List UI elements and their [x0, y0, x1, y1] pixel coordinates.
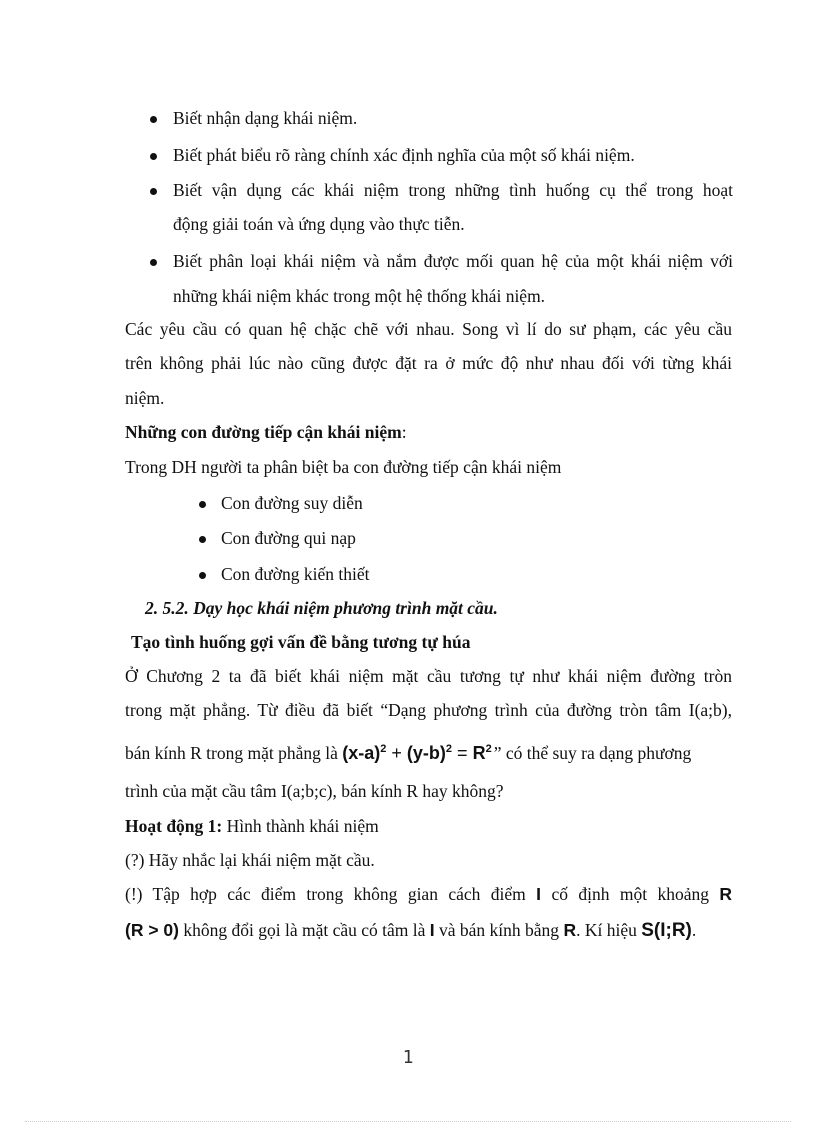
paragraph-line: trên không phải lúc nào cũng được đặt ra ở mức độ như nhau đối với từng khái: [125, 353, 732, 373]
paragraph-line: trình của mặt cầu tâm I(a;b;c), bán kính R hay không?: [125, 781, 504, 801]
question-line: (?) Hãy nhắc lại khái niệm mặt cầu.: [125, 850, 375, 870]
bullet-item-1: Biết nhận dạng khái niệm.: [173, 108, 358, 128]
path-item-1: Con đường suy diễn: [221, 493, 363, 513]
bullet-marker: [150, 106, 160, 130]
bullet-marker: [199, 562, 209, 586]
bullet-marker: [150, 249, 160, 273]
bullet-item-4-line2: những khái niệm khác trong một hệ thống khái niệm.: [173, 286, 546, 306]
page-number: 1: [402, 1047, 414, 1068]
section-title: 2. 5.2. Dạy học khái niệm phương trình mặt cầu.: [145, 598, 498, 618]
subheading: Tạo tình huống gợi vấn đề bằng tương tự húa: [131, 632, 471, 652]
path-item-3: Con đường kiến thiết: [221, 564, 370, 584]
bullet-item-3-line2: động giải toán và ứng dụng vào thực tiễn.: [173, 214, 465, 234]
bullet-item-3-line1: Biết vận dụng các khái niệm trong những tình huống cụ thể trong hoạt: [173, 180, 733, 200]
paragraph-line: niệm.: [125, 388, 165, 408]
paragraph-line: Ở Chương 2 ta đã biết khái niệm mặt cầu tương tự như khái niệm đường tròn: [125, 666, 732, 686]
paths-intro: Trong DH người ta phân biệt ba con đường tiếp cận khái niệm: [125, 457, 562, 477]
activity-line: Hoạt động 1: Hình thành khái niệm: [125, 816, 379, 836]
paragraph-line: Các yêu cầu có quan hệ chặc chẽ với nhau. Song vì lí do sư phạm, các yêu cầu: [125, 319, 732, 339]
bullet-item-4-line1: Biết phân loại khái niệm và nắm được mối quan hệ của một khái niệm với: [173, 251, 733, 271]
circle-equation: $(x-a)^2 + (y-b)^2 = R^2$: [342, 743, 492, 763]
paragraph-line: trong mặt phẳng. Từ điều đã biết “Dạng phương trình của đường tròn tâm I(a;b),: [125, 700, 732, 720]
page-bottom-divider: [25, 1121, 791, 1122]
paths-heading: Những con đường tiếp cận khái niệm:: [125, 422, 407, 442]
path-item-2: Con đường qui nạp: [221, 528, 356, 548]
answer-line-2: (R > 0) không đổi gọi là mặt cầu có tâm là I và bán kính bằng R. Kí hiệu S(I;R).: [125, 920, 697, 941]
answer-line-1: (!) Tập hợp các điểm trong không gian cách điểm I cố định một khoảng R: [125, 884, 733, 904]
bullet-item-2: Biết phát biểu rõ ràng chính xác định nghĩa của một số khái niệm.: [173, 145, 635, 165]
bullet-marker: [150, 178, 160, 202]
bullet-marker: [199, 526, 209, 550]
formula-line: bán kính R trong mặt phẳng là $(x-a)^2 + (y-b)^2 = R^2$ ” có thể suy ra dạng phương: [125, 743, 692, 763]
bullet-marker: [199, 491, 209, 515]
bullet-marker: [150, 143, 160, 167]
